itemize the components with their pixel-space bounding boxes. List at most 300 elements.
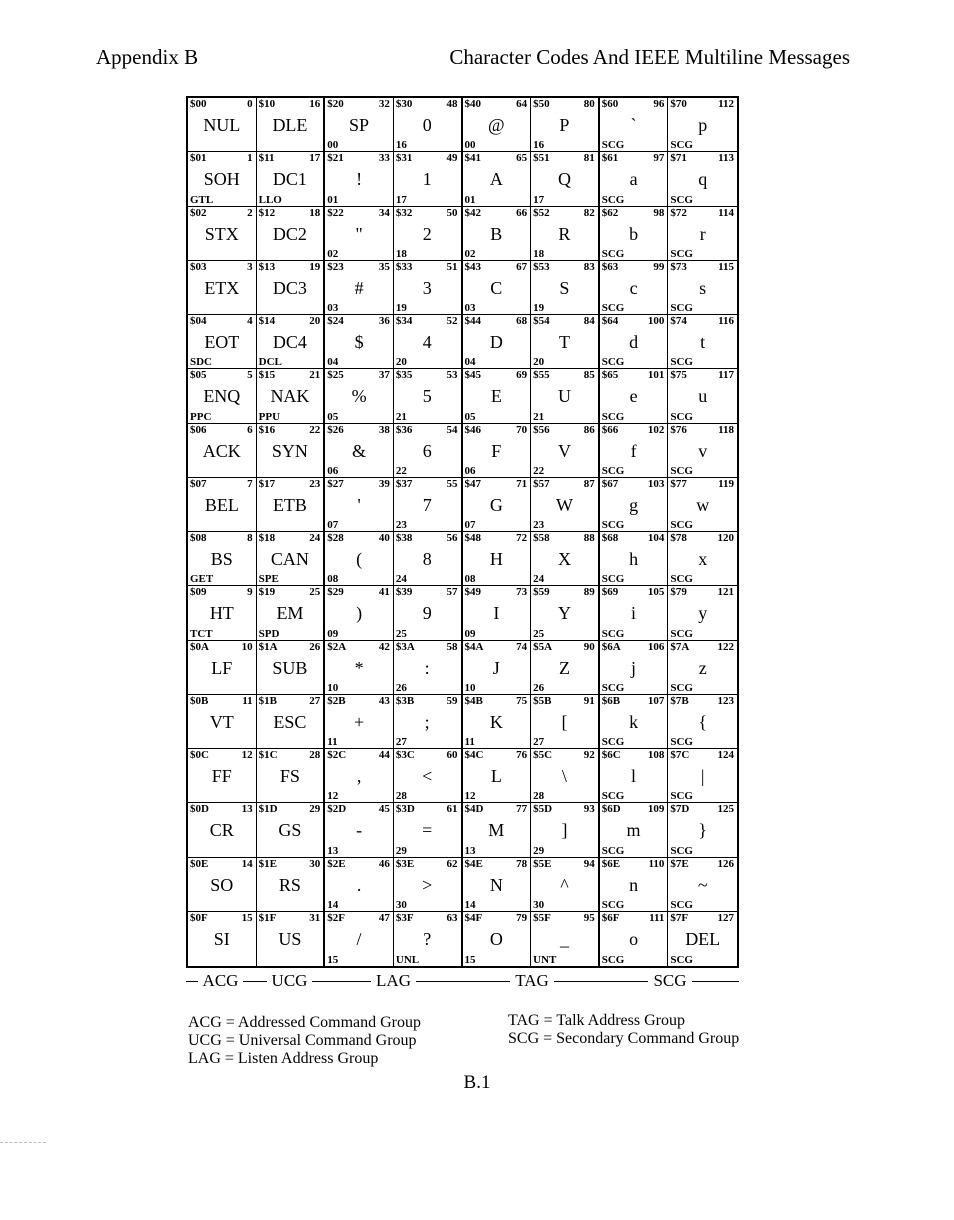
code-cell: [463, 478, 532, 532]
code-cell: [531, 912, 600, 966]
code-cell: [257, 424, 326, 478]
code-character: FF: [211, 766, 232, 786]
code-decimal: 93: [583, 803, 595, 816]
code-message: 15: [327, 954, 339, 966]
code-message: SCG: [670, 790, 693, 803]
code-character: 2: [422, 223, 432, 244]
code-cell: [394, 315, 463, 369]
code-decimal: 35: [378, 260, 390, 273]
code-cell: [463, 803, 532, 857]
code-character: J: [492, 657, 500, 678]
code-cell: [394, 478, 463, 532]
code-message: 08: [327, 573, 339, 586]
code-hex: $33: [395, 260, 413, 273]
code-character: t: [700, 332, 706, 352]
code-message: 10: [327, 681, 339, 694]
code-decimal: 96: [653, 98, 665, 110]
code-decimal: 84: [583, 315, 595, 327]
code-hex: $38: [395, 532, 413, 544]
code-decimal: 71: [516, 477, 528, 490]
code-message: 27: [533, 736, 545, 748]
group-label-scg: SCG: [653, 971, 687, 990]
code-message: SCG: [601, 627, 625, 640]
code-cell: [531, 858, 600, 912]
code-hex: $3C: [395, 749, 415, 761]
code-decimal: 91: [583, 694, 595, 707]
code-hex: $74: [670, 315, 687, 327]
code-message: SCG: [670, 247, 693, 260]
code-hex: $79: [670, 586, 687, 599]
code-hex: $54: [533, 315, 550, 327]
code-character: HT: [209, 603, 234, 624]
code-message: 23: [533, 519, 545, 531]
code-cell: [600, 315, 669, 369]
code-cell: [188, 532, 257, 586]
code-hex: $15: [258, 369, 276, 382]
code-cell: [531, 749, 600, 803]
code-decimal: 57: [446, 586, 458, 599]
code-character: BEL: [204, 494, 239, 515]
code-character: D: [489, 332, 503, 352]
code-character: SP: [349, 115, 370, 135]
code-hex: $36: [395, 423, 413, 436]
code-hex: $2F: [327, 911, 345, 924]
code-character: ESC: [273, 711, 307, 732]
code-cell: [463, 532, 532, 586]
code-decimal: 54: [446, 423, 458, 436]
code-character: T: [558, 332, 570, 352]
code-character: ]: [561, 820, 568, 841]
legend-right: [508, 1012, 739, 1048]
code-message: 11: [327, 736, 338, 748]
code-character: <: [422, 766, 433, 786]
code-character: 8: [422, 549, 432, 569]
group-label-lag: LAG: [376, 971, 411, 990]
code-character: 1: [422, 169, 432, 190]
code-decimal: 20: [309, 315, 321, 327]
code-message: 23: [395, 519, 407, 531]
code-character: DC4: [272, 332, 307, 352]
legend-item-scg: SCG = Secondary Command Group: [508, 1030, 740, 1047]
code-cell: [394, 532, 463, 586]
code-decimal: 69: [516, 369, 528, 382]
code-hex: $4D: [464, 803, 484, 816]
code-message: 03: [327, 302, 339, 314]
code-hex: $01: [190, 152, 207, 165]
code-message: 16: [533, 139, 545, 152]
code-decimal: 75: [516, 694, 528, 707]
code-hex: $08: [190, 532, 207, 544]
code-character: E: [490, 386, 502, 407]
code-cell: [463, 315, 532, 369]
code-message: 18: [395, 247, 407, 260]
code-decimal: 15: [241, 911, 253, 924]
code-message: SPE: [258, 573, 279, 586]
group-span-tag: [463, 970, 601, 992]
code-message: 26: [533, 681, 545, 694]
code-character: DC2: [272, 223, 307, 244]
code-message: GTL: [190, 193, 214, 206]
code-cell: [668, 532, 737, 586]
code-message: 30: [533, 898, 545, 911]
group-label-ucg: UCG: [271, 971, 308, 990]
code-cell: [531, 641, 600, 695]
code-cell: [531, 261, 600, 315]
code-character: X: [557, 549, 571, 569]
code-hex: $27: [327, 477, 344, 490]
code-message: 16: [395, 139, 407, 152]
code-character: v: [698, 440, 708, 461]
code-cell: [257, 207, 326, 261]
code-cell: [600, 369, 669, 423]
code-message: 20: [533, 356, 545, 369]
code-character: BS: [210, 549, 233, 569]
code-decimal: 32: [378, 98, 390, 110]
code-character: k: [629, 711, 639, 732]
code-decimal: 43: [378, 694, 390, 707]
code-cell: [668, 695, 737, 749]
code-message: SCG: [601, 736, 625, 748]
code-hex: $00: [190, 98, 207, 110]
code-hex: $5B: [533, 694, 552, 707]
code-decimal: 59: [446, 694, 458, 707]
code-cell: [531, 315, 600, 369]
code-decimal: 9: [247, 586, 253, 599]
code-cell: [463, 424, 532, 478]
code-message: 30: [395, 898, 407, 911]
code-message: 11: [464, 736, 475, 748]
code-cell: [600, 261, 669, 315]
code-character: O: [489, 928, 503, 949]
code-character: i: [631, 603, 637, 624]
code-cell: [257, 152, 326, 206]
code-decimal: 94: [583, 857, 595, 870]
code-hex: $43: [464, 260, 481, 273]
code-character: e: [629, 386, 638, 407]
code-character: h: [629, 549, 639, 569]
code-hex: $45: [464, 369, 481, 382]
code-message: 04: [327, 356, 339, 369]
code-character: SI: [213, 928, 230, 949]
code-message: LLO: [258, 193, 282, 206]
code-decimal: 116: [718, 315, 734, 327]
code-cell: [257, 695, 326, 749]
code-message: 28: [533, 790, 545, 803]
code-message: 27: [395, 736, 407, 748]
code-cell: [600, 586, 669, 640]
code-decimal: 72: [516, 532, 528, 544]
code-cell: [325, 98, 394, 152]
code-hex: $19: [258, 586, 276, 599]
code-hex: $1F: [258, 911, 277, 924]
code-cell: [188, 315, 257, 369]
code-character: u: [698, 386, 708, 407]
code-decimal: 25: [309, 586, 321, 599]
code-decimal: 78: [516, 857, 528, 870]
code-message: 17: [395, 193, 407, 206]
code-hex: $5D: [533, 803, 553, 816]
code-hex: $39: [395, 586, 413, 599]
code-cell: [531, 98, 600, 152]
code-decimal: 79: [516, 911, 528, 924]
code-hex: $17: [258, 477, 276, 490]
code-hex: $68: [601, 532, 619, 544]
code-hex: $2B: [327, 694, 346, 707]
code-decimal: 119: [718, 477, 734, 490]
code-hex: $5C: [533, 749, 553, 761]
code-message: SCG: [601, 790, 625, 803]
code-decimal: 2: [247, 206, 253, 219]
code-cell: [531, 424, 600, 478]
code-decimal: 127: [717, 911, 734, 924]
code-message: SCG: [601, 356, 625, 369]
code-hex: $51: [533, 152, 550, 165]
code-cell: [257, 261, 326, 315]
code-character: @: [488, 115, 505, 135]
code-decimal: 0: [247, 98, 253, 110]
code-cell: [325, 152, 394, 206]
code-message: 10: [464, 681, 476, 694]
group-span-acg: [186, 970, 255, 992]
code-message: 01: [327, 193, 339, 206]
code-message: DCL: [258, 356, 282, 369]
code-cell: [394, 152, 463, 206]
code-decimal: 40: [378, 532, 390, 544]
code-character: .: [356, 874, 362, 895]
code-message: 20: [395, 356, 407, 369]
code-hex: $49: [464, 586, 481, 599]
code-hex: $18: [258, 532, 276, 544]
code-hex: $59: [533, 586, 550, 599]
code-hex: $3F: [395, 911, 414, 924]
code-message: SCG: [601, 247, 625, 260]
code-cell: [668, 586, 737, 640]
code-decimal: 3: [247, 260, 253, 273]
code-character: K: [489, 711, 503, 732]
code-character: ;: [424, 711, 430, 732]
code-message: 25: [533, 627, 545, 640]
code-message: 03: [464, 302, 476, 314]
code-decimal: 46: [378, 857, 390, 870]
code-hex: $12: [258, 206, 276, 219]
code-message: 18: [533, 247, 545, 260]
code-decimal: 115: [718, 260, 734, 273]
code-message: 13: [464, 844, 476, 857]
code-message: UNL: [395, 954, 420, 966]
code-cell: [257, 641, 326, 695]
code-decimal: 104: [647, 532, 665, 544]
code-message: PPU: [258, 410, 281, 423]
code-message: GET: [190, 573, 214, 586]
code-decimal: 18: [309, 206, 321, 219]
code-cell: [394, 912, 463, 966]
code-character: `: [630, 115, 637, 135]
code-hex: $7A: [670, 640, 690, 653]
code-character: _: [559, 928, 569, 949]
code-decimal: 49: [446, 152, 458, 165]
code-decimal: 77: [516, 803, 528, 816]
code-hex: $25: [327, 369, 344, 382]
code-message: SCG: [670, 627, 693, 640]
code-hex: $29: [327, 586, 344, 599]
code-character: SYN: [271, 440, 308, 461]
code-character: ): [356, 603, 363, 624]
code-decimal: 74: [516, 640, 528, 653]
code-cell: [188, 424, 257, 478]
legend-item-tag: TAG = Talk Address Group: [508, 1012, 685, 1029]
code-decimal: 8: [247, 532, 253, 544]
code-decimal: 19: [309, 260, 321, 273]
code-hex: $57: [533, 477, 550, 490]
page-header-right: Character Codes And IEEE Multiline Messages: [449, 45, 850, 69]
code-decimal: 99: [653, 260, 665, 273]
code-cell: [463, 152, 532, 206]
code-cell: [257, 858, 326, 912]
code-message: SCG: [670, 681, 693, 694]
code-hex: $75: [670, 369, 687, 382]
code-message: 04: [464, 356, 476, 369]
code-character: y: [698, 603, 708, 624]
code-cell: [325, 641, 394, 695]
code-message: SCG: [601, 139, 625, 152]
code-message: 12: [464, 790, 476, 803]
code-cell: [668, 912, 737, 966]
code-cell: [600, 424, 669, 478]
code-hex: $7F: [670, 911, 689, 924]
code-hex: $3A: [395, 640, 415, 653]
code-decimal: 37: [378, 369, 390, 382]
code-message: TCT: [190, 627, 213, 640]
code-decimal: 97: [653, 152, 665, 165]
code-cell: [531, 478, 600, 532]
code-character: n: [629, 874, 639, 895]
code-character: STX: [204, 223, 239, 244]
code-message: SCG: [670, 410, 693, 423]
code-message: 21: [395, 410, 407, 423]
code-message: PPC: [190, 410, 212, 423]
code-character: VT: [209, 711, 234, 732]
code-cell: [257, 803, 326, 857]
code-hex: $20: [327, 98, 344, 110]
code-character: C: [490, 277, 503, 298]
code-character: H: [489, 549, 503, 569]
code-cell: [188, 803, 257, 857]
code-character: d: [629, 332, 639, 352]
code-character: w: [696, 494, 710, 515]
code-message: 19: [395, 302, 407, 314]
code-message: SCG: [670, 519, 693, 531]
code-character: DLE: [272, 115, 308, 135]
code-cell: [668, 369, 737, 423]
code-message: 28: [395, 790, 407, 803]
code-hex: $04: [190, 315, 207, 327]
code-decimal: 106: [647, 640, 665, 653]
code-hex: $6F: [601, 911, 620, 924]
code-message: SCG: [670, 302, 693, 314]
code-hex: $52: [533, 206, 550, 219]
code-character: |: [700, 766, 705, 786]
code-decimal: 21: [309, 369, 321, 382]
code-cell: [325, 532, 394, 586]
code-decimal: 17: [309, 152, 321, 165]
code-cell: [463, 641, 532, 695]
code-hex: $4E: [464, 857, 483, 870]
code-cell: [325, 315, 394, 369]
code-message: SCG: [601, 464, 625, 477]
code-cell: [188, 749, 257, 803]
code-hex: $2A: [327, 640, 347, 653]
code-hex: $0E: [190, 857, 209, 870]
code-message: 07: [464, 519, 476, 531]
code-cell: [325, 478, 394, 532]
code-cell: [668, 261, 737, 315]
code-hex: $42: [464, 206, 481, 219]
page-header-left: Appendix B: [96, 45, 199, 69]
legend-left: [188, 1014, 421, 1068]
code-hex: $71: [670, 152, 687, 165]
code-decimal: 51: [446, 260, 458, 273]
code-hex: $3D: [395, 803, 415, 816]
code-character: EM: [276, 603, 304, 624]
code-decimal: 95: [583, 911, 595, 924]
code-decimal: 73: [516, 586, 528, 599]
code-cell: [188, 261, 257, 315]
code-character: EOT: [204, 332, 240, 352]
code-hex: $60: [601, 98, 619, 110]
code-message: SCG: [601, 573, 625, 586]
code-hex: $6D: [601, 803, 621, 816]
code-message: 22: [533, 464, 545, 477]
code-cell: [188, 478, 257, 532]
code-character: 7: [422, 494, 432, 515]
code-decimal: 48: [446, 98, 458, 110]
code-decimal: 105: [647, 586, 665, 599]
code-cell: [325, 586, 394, 640]
code-cell: [600, 152, 669, 206]
code-cell: [463, 586, 532, 640]
code-cell: [600, 207, 669, 261]
code-decimal: 1: [247, 152, 253, 165]
code-decimal: 103: [647, 477, 665, 490]
code-message: 01: [464, 193, 476, 206]
code-cell: [394, 803, 463, 857]
code-decimal: 107: [647, 694, 665, 707]
code-message: 29: [395, 844, 407, 857]
code-hex: $22: [327, 206, 344, 219]
code-hex: $66: [601, 423, 619, 436]
scan-artifact-line: [0, 1142, 46, 1143]
code-character: G: [489, 494, 503, 515]
code-cell: [531, 369, 600, 423]
code-character: CAN: [270, 549, 309, 569]
code-hex: $1E: [258, 857, 277, 870]
command-group-bar: [186, 970, 739, 992]
code-decimal: 81: [583, 152, 595, 165]
code-character: 5: [422, 386, 432, 407]
code-character: LF: [211, 657, 233, 678]
code-message: 12: [327, 790, 339, 803]
code-cell: [394, 207, 463, 261]
code-hex: $7B: [670, 694, 689, 707]
code-cell: [668, 478, 737, 532]
code-character: DC3: [272, 277, 307, 298]
code-hex: $3B: [395, 694, 415, 707]
code-hex: $13: [258, 260, 276, 273]
code-hex: $14: [258, 315, 276, 327]
code-message: SCG: [601, 681, 625, 694]
group-span-ucg: [255, 970, 324, 992]
code-hex: $48: [464, 532, 481, 544]
